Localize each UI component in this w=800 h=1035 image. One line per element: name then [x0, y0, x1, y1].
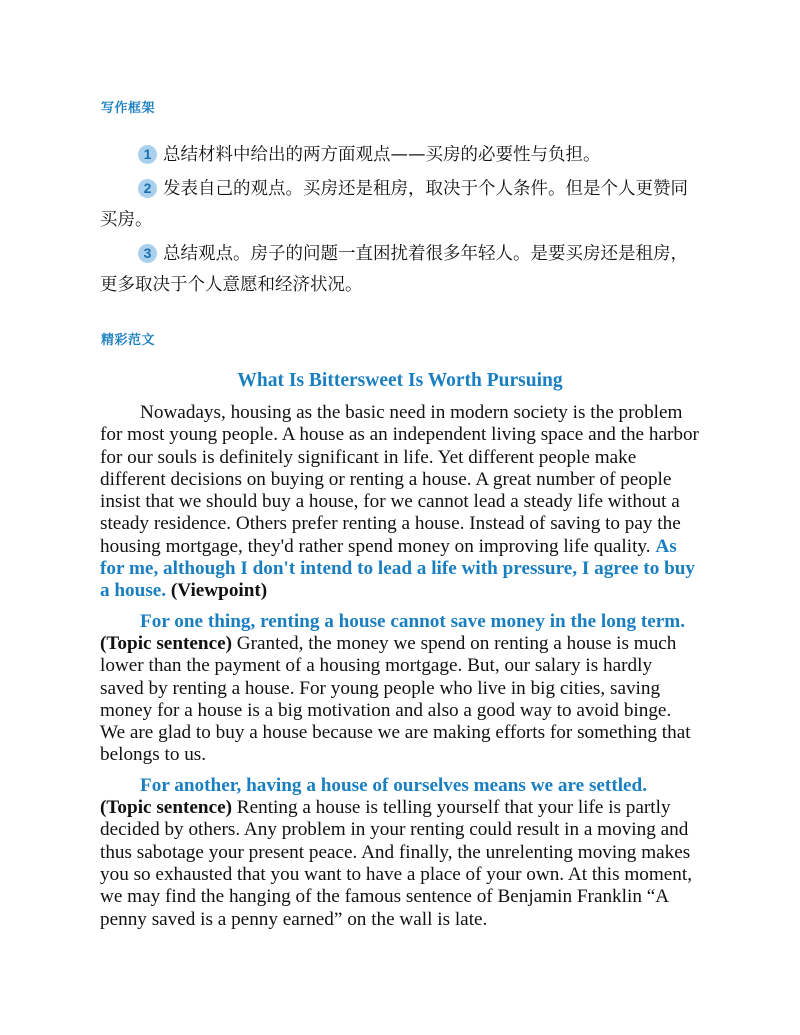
number-badge: 1 [138, 145, 157, 164]
framework-item [100, 140, 700, 171]
viewpoint-sentence: As for me, although I don't intend to lead a life with pressure, I agree to buy a house. [100, 535, 696, 602]
paragraph-text: Renting a house is telling yourself that your life is partly decided by others. Any problem in your renting could result in a moving and thus sabotage your present peace. And finally, the unrelenting moving makes you so exhausted that you want to have a place of your own. At this moment, we may find the hanging of the famous sentence of Benjamin Franklin “A penny saved is a penny earned” on the wall is late. [100, 797, 693, 930]
number-badge: 3 [138, 244, 157, 263]
essay-paragraph [100, 402, 700, 603]
essay-paragraph [100, 775, 700, 931]
essay-paragraph [100, 611, 700, 767]
framework-item [100, 239, 700, 301]
framework-item [100, 174, 700, 236]
essay-body [100, 402, 700, 939]
framework-item-text: 总结材料中给出的两方面观点——买房的必要性与负担。 [163, 145, 601, 165]
framework-item-text: 总结观点。房子的问题一直困扰着很多年轻人。是要买房还是租房，更多取决于个人意愿和经济状况。 [100, 244, 688, 295]
topic-sentence: For another, having a house of ourselves means we are settled. [140, 774, 648, 796]
framework-item-text: 发表自己的观点。买房还是租房，取决于个人条件。但是个人更赞同买房。 [100, 179, 688, 230]
section-heading-framework: 写作框架 [101, 101, 156, 116]
topic-sentence-tag: (Topic sentence) [100, 632, 232, 654]
topic-sentence-tag: (Topic sentence) [100, 797, 232, 819]
framework-list [100, 140, 700, 301]
topic-sentence: For one thing, renting a house cannot save money in the long term. [140, 610, 686, 632]
essay-title: What Is Bittersweet Is Worth Pursuing [237, 370, 563, 391]
number-badge: 2 [138, 179, 157, 198]
section-heading-sample: 精彩范文 [101, 333, 156, 348]
viewpoint-tag: (Viewpoint) [170, 580, 268, 602]
paragraph-text: Nowadays, housing as the basic need in modern society is the problem for most young people. A house as an independent living space and the harbor for our souls is definitely significant in life. Yet different people make different decisions on buying or renting a house. A great number of people insist that we should buy a house, for we cannot lead a steady life without a steady residence. Others prefer renting a house. Instead of saving to pay the housing mortgage, they'd rather spend money on improving life quality. [100, 402, 699, 557]
paragraph-text: Granted, the money we spend on renting a house is much lower than the payment of a housing mortgage. But, our salary is hardly saved by renting a house. For young people who live in big cities, saving money for a house is a big motivation and also a good way to avoid binge. We are glad to buy a house because we are making efforts for something that belongs to us. [100, 632, 691, 766]
